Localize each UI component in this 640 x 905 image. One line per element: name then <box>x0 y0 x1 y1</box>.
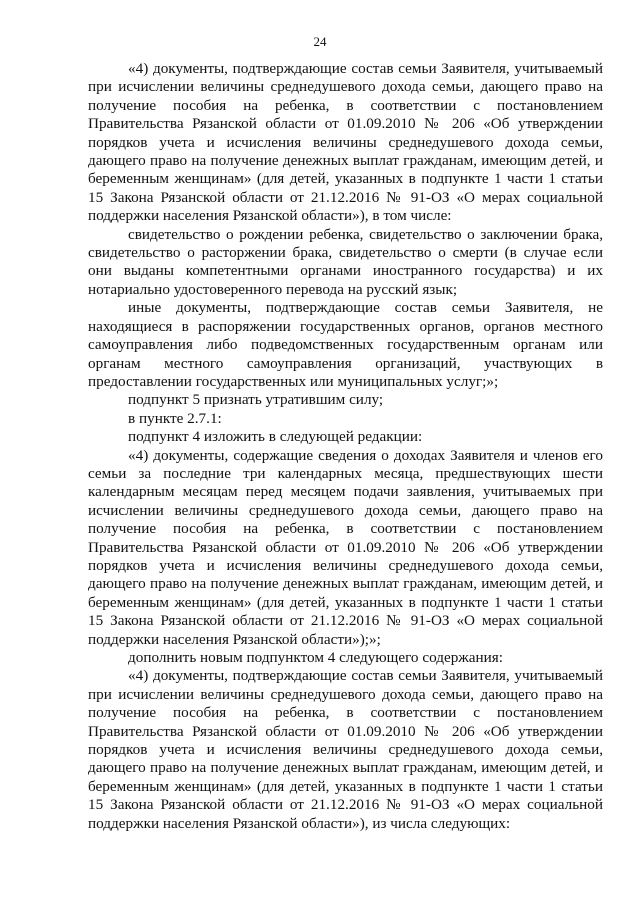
page-number: 24 <box>313 34 327 49</box>
paragraph-subclause-5-void: подпункт 5 признать утратившим силу; <box>128 391 384 409</box>
document-body <box>88 60 603 833</box>
paragraph-add-new-subclause-4: дополнить новым подпунктом 4 следующего содержания: <box>128 649 503 666</box>
paragraph-certificates-list: свидетельство о рождении ребенка, свидетельство о заключении брака, свидетельство о расторжении брака, свидетельство о смерти (в случае если они выданы компетентными органами иностранного государства) и их нотариально удостоверенного перевода на русский язык; <box>88 225 603 298</box>
paragraph-other-documents: иные документы, подтверждающие состав семьи Заявителя, не находящиеся в распоряжении государственных органов, органов местного самоуправления либо подведомственных государственным органам или органам местного самоуправления организаций, участвующих в предоставлении государственных или муниципальных услуг;»; <box>88 299 603 390</box>
paragraph-income-documents: «4) документы, содержащие сведения о доходах Заявителя и членов его семьи за последние три календарных месяца, предшествующих шести календарным месяцам перед месяцем подачи заявления, учитываемых при исчислении величины среднедушевого дохода семьи, дающего право на получение пособия на ребенка, в соответствии с постановлением Правительства Рязанской области от 01.09.2010 № 206 «Об утверждении порядков учета и исчисления величины среднедушевого дохода семьи, дающего право на получение денежных выплат гражданам, имеющим детей, и беременным женщинам» (для детей, указанных в подпункте 1 части 1 статьи 15 Закона Рязанской области от 21.12.2016 № 91-ОЗ «О мерах социальной поддержки населения Рязанской области»);»; <box>88 446 603 648</box>
paragraph-subclause-4-new-wording: подпункт 4 изложить в следующей редакции: <box>128 428 423 446</box>
paragraph-clause-2-7-1: в пункте 2.7.1: <box>128 409 222 427</box>
paragraph-documents-family-composition: «4) документы, подтверждающие состав семьи Заявителя, учитываемый при исчислении величины среднедушевого дохода семьи, дающего право на получение пособия на ребенка, в соответствии с постановлением Правительства Рязанской области от 01.09.2010 № 206 «Об утверждении порядков учета и исчисления величины среднедушевого дохода семьи, дающего право на получение денежных выплат гражданам, имеющим детей, и беременным женщинам» (для детей, указанных в подпункте 1 части 1 статьи 15 Закона Рязанской области от 21.12.2016 № 91-ОЗ «О мерах социальной поддержки населения Рязанской области»), в том числе: <box>88 60 603 225</box>
paragraph-family-composition-list-intro: «4) документы, подтверждающие состав семьи Заявителя, учитываемый при исчислении величины среднедушевого дохода семьи, дающего право на получение пособия на ребенка, в соответствии с постановлением Правительства Рязанской области от 01.09.2010 № 206 «Об утверждении порядков учета и исчисления величины среднедушевого дохода семьи, дающего право на получение денежных выплат гражданам, имеющим детей, и беременным женщинам» (для детей, указанных в подпункте 1 части 1 статьи 15 Закона Рязанской области от 21.12.2016 № 91-ОЗ «О мерах социальной поддержки населения Рязанской области»), из числа следующих: <box>88 667 603 832</box>
